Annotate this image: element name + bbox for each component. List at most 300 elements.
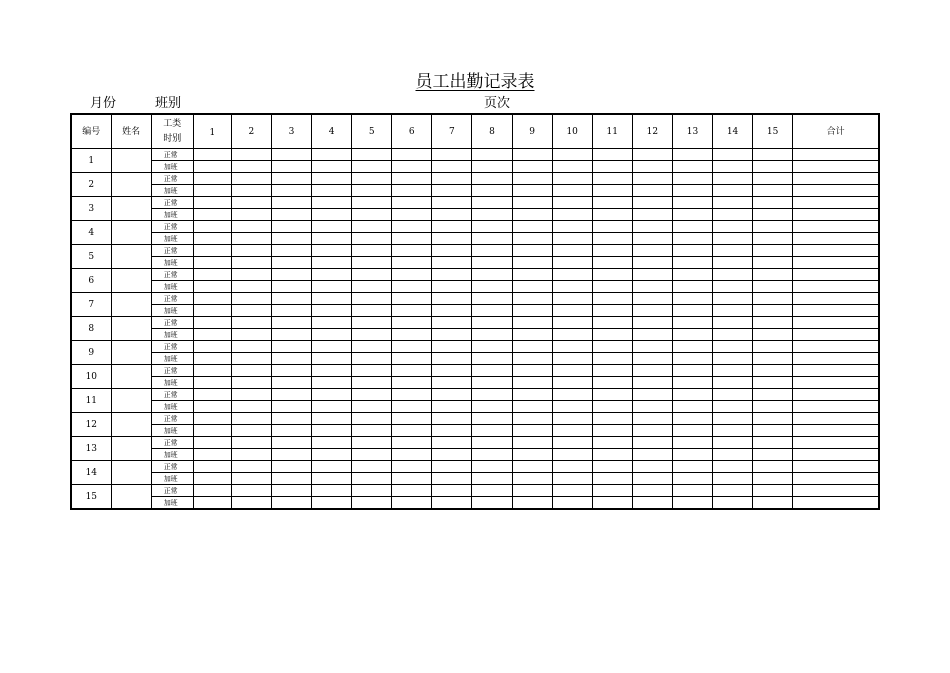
day-hours-cell[interactable]	[592, 209, 632, 221]
day-hours-cell[interactable]	[713, 353, 753, 365]
day-hours-cell[interactable]	[552, 269, 592, 281]
day-hours-cell[interactable]	[512, 473, 552, 485]
day-hours-cell[interactable]	[271, 449, 311, 461]
day-hours-cell[interactable]	[592, 413, 632, 425]
day-hours-cell[interactable]	[392, 437, 432, 449]
day-hours-cell[interactable]	[271, 497, 311, 510]
day-hours-cell[interactable]	[271, 245, 311, 257]
day-hours-cell[interactable]	[632, 317, 672, 329]
day-hours-cell[interactable]	[312, 353, 352, 365]
day-hours-cell[interactable]	[512, 209, 552, 221]
day-hours-cell[interactable]	[672, 173, 712, 185]
day-hours-cell[interactable]	[632, 281, 672, 293]
day-hours-cell[interactable]	[193, 281, 231, 293]
day-hours-cell[interactable]	[271, 281, 311, 293]
day-hours-cell[interactable]	[231, 257, 271, 269]
day-hours-cell[interactable]	[193, 197, 231, 209]
day-hours-cell[interactable]	[472, 221, 512, 233]
day-hours-cell[interactable]	[713, 209, 753, 221]
day-hours-cell[interactable]	[352, 389, 392, 401]
day-hours-cell[interactable]	[352, 365, 392, 377]
day-hours-cell[interactable]	[352, 341, 392, 353]
day-hours-cell[interactable]	[592, 317, 632, 329]
day-hours-cell[interactable]	[713, 233, 753, 245]
day-hours-cell[interactable]	[632, 257, 672, 269]
day-hours-cell[interactable]	[512, 185, 552, 197]
day-hours-cell[interactable]	[352, 401, 392, 413]
day-hours-cell[interactable]	[271, 305, 311, 317]
day-hours-cell[interactable]	[713, 449, 753, 461]
day-hours-cell[interactable]	[231, 209, 271, 221]
day-hours-cell[interactable]	[352, 269, 392, 281]
day-hours-cell[interactable]	[753, 413, 793, 425]
day-hours-cell[interactable]	[713, 461, 753, 473]
employee-name-cell[interactable]	[111, 173, 151, 197]
day-hours-cell[interactable]	[312, 185, 352, 197]
day-hours-cell[interactable]	[352, 353, 392, 365]
day-hours-cell[interactable]	[592, 377, 632, 389]
day-hours-cell[interactable]	[672, 257, 712, 269]
day-hours-cell[interactable]	[432, 197, 472, 209]
day-hours-cell[interactable]	[231, 449, 271, 461]
day-hours-cell[interactable]	[271, 317, 311, 329]
day-hours-cell[interactable]	[432, 353, 472, 365]
day-hours-cell[interactable]	[193, 257, 231, 269]
day-hours-cell[interactable]	[432, 341, 472, 353]
day-hours-cell[interactable]	[552, 461, 592, 473]
day-hours-cell[interactable]	[592, 389, 632, 401]
day-hours-cell[interactable]	[753, 473, 793, 485]
day-hours-cell[interactable]	[552, 485, 592, 497]
day-hours-cell[interactable]	[432, 317, 472, 329]
day-hours-cell[interactable]	[512, 413, 552, 425]
day-hours-cell[interactable]	[713, 341, 753, 353]
day-hours-cell[interactable]	[231, 353, 271, 365]
day-hours-cell[interactable]	[753, 161, 793, 173]
day-hours-cell[interactable]	[392, 413, 432, 425]
day-hours-cell[interactable]	[312, 329, 352, 341]
day-hours-cell[interactable]	[352, 161, 392, 173]
day-hours-cell[interactable]	[753, 449, 793, 461]
day-hours-cell[interactable]	[271, 461, 311, 473]
day-hours-cell[interactable]	[472, 413, 512, 425]
employee-name-cell[interactable]	[111, 485, 151, 510]
day-hours-cell[interactable]	[432, 209, 472, 221]
day-hours-cell[interactable]	[632, 497, 672, 510]
day-hours-cell[interactable]	[672, 149, 712, 161]
day-hours-cell[interactable]	[392, 461, 432, 473]
day-hours-cell[interactable]	[472, 341, 512, 353]
day-hours-cell[interactable]	[193, 377, 231, 389]
total-hours-cell[interactable]	[793, 437, 879, 449]
day-hours-cell[interactable]	[392, 245, 432, 257]
day-hours-cell[interactable]	[432, 461, 472, 473]
employee-name-cell[interactable]	[111, 197, 151, 221]
day-hours-cell[interactable]	[312, 161, 352, 173]
day-hours-cell[interactable]	[472, 197, 512, 209]
day-hours-cell[interactable]	[432, 485, 472, 497]
day-hours-cell[interactable]	[512, 245, 552, 257]
day-hours-cell[interactable]	[271, 221, 311, 233]
day-hours-cell[interactable]	[312, 233, 352, 245]
day-hours-cell[interactable]	[632, 413, 672, 425]
total-hours-cell[interactable]	[793, 221, 879, 233]
day-hours-cell[interactable]	[753, 173, 793, 185]
day-hours-cell[interactable]	[713, 161, 753, 173]
day-hours-cell[interactable]	[271, 353, 311, 365]
day-hours-cell[interactable]	[271, 233, 311, 245]
day-hours-cell[interactable]	[271, 341, 311, 353]
day-hours-cell[interactable]	[392, 401, 432, 413]
day-hours-cell[interactable]	[632, 245, 672, 257]
day-hours-cell[interactable]	[231, 413, 271, 425]
day-hours-cell[interactable]	[472, 209, 512, 221]
day-hours-cell[interactable]	[713, 329, 753, 341]
day-hours-cell[interactable]	[592, 221, 632, 233]
total-hours-cell[interactable]	[793, 473, 879, 485]
day-hours-cell[interactable]	[512, 437, 552, 449]
day-hours-cell[interactable]	[432, 233, 472, 245]
day-hours-cell[interactable]	[432, 185, 472, 197]
day-hours-cell[interactable]	[753, 293, 793, 305]
day-hours-cell[interactable]	[193, 329, 231, 341]
day-hours-cell[interactable]	[312, 473, 352, 485]
day-hours-cell[interactable]	[512, 353, 552, 365]
day-hours-cell[interactable]	[312, 269, 352, 281]
day-hours-cell[interactable]	[193, 173, 231, 185]
day-hours-cell[interactable]	[592, 365, 632, 377]
day-hours-cell[interactable]	[392, 293, 432, 305]
day-hours-cell[interactable]	[432, 245, 472, 257]
day-hours-cell[interactable]	[713, 425, 753, 437]
day-hours-cell[interactable]	[352, 245, 392, 257]
total-hours-cell[interactable]	[793, 413, 879, 425]
day-hours-cell[interactable]	[472, 485, 512, 497]
day-hours-cell[interactable]	[392, 281, 432, 293]
day-hours-cell[interactable]	[753, 149, 793, 161]
day-hours-cell[interactable]	[753, 245, 793, 257]
day-hours-cell[interactable]	[753, 221, 793, 233]
day-hours-cell[interactable]	[672, 305, 712, 317]
employee-name-cell[interactable]	[111, 365, 151, 389]
day-hours-cell[interactable]	[672, 413, 712, 425]
day-hours-cell[interactable]	[592, 473, 632, 485]
day-hours-cell[interactable]	[753, 281, 793, 293]
day-hours-cell[interactable]	[552, 329, 592, 341]
day-hours-cell[interactable]	[753, 269, 793, 281]
day-hours-cell[interactable]	[231, 341, 271, 353]
day-hours-cell[interactable]	[231, 485, 271, 497]
day-hours-cell[interactable]	[312, 281, 352, 293]
day-hours-cell[interactable]	[753, 425, 793, 437]
employee-name-cell[interactable]	[111, 269, 151, 293]
day-hours-cell[interactable]	[312, 437, 352, 449]
day-hours-cell[interactable]	[753, 197, 793, 209]
day-hours-cell[interactable]	[672, 209, 712, 221]
day-hours-cell[interactable]	[592, 341, 632, 353]
day-hours-cell[interactable]	[352, 209, 392, 221]
total-hours-cell[interactable]	[793, 149, 879, 161]
day-hours-cell[interactable]	[312, 173, 352, 185]
day-hours-cell[interactable]	[271, 413, 311, 425]
day-hours-cell[interactable]	[193, 389, 231, 401]
day-hours-cell[interactable]	[193, 209, 231, 221]
day-hours-cell[interactable]	[713, 221, 753, 233]
day-hours-cell[interactable]	[512, 365, 552, 377]
day-hours-cell[interactable]	[231, 185, 271, 197]
day-hours-cell[interactable]	[392, 353, 432, 365]
day-hours-cell[interactable]	[753, 389, 793, 401]
day-hours-cell[interactable]	[552, 497, 592, 510]
day-hours-cell[interactable]	[312, 365, 352, 377]
day-hours-cell[interactable]	[472, 473, 512, 485]
total-hours-cell[interactable]	[793, 461, 879, 473]
day-hours-cell[interactable]	[432, 221, 472, 233]
day-hours-cell[interactable]	[672, 353, 712, 365]
total-hours-cell[interactable]	[793, 377, 879, 389]
day-hours-cell[interactable]	[672, 473, 712, 485]
day-hours-cell[interactable]	[713, 389, 753, 401]
total-hours-cell[interactable]	[793, 245, 879, 257]
day-hours-cell[interactable]	[231, 293, 271, 305]
total-hours-cell[interactable]	[793, 197, 879, 209]
day-hours-cell[interactable]	[632, 437, 672, 449]
day-hours-cell[interactable]	[352, 329, 392, 341]
day-hours-cell[interactable]	[632, 377, 672, 389]
day-hours-cell[interactable]	[352, 437, 392, 449]
day-hours-cell[interactable]	[632, 425, 672, 437]
day-hours-cell[interactable]	[312, 245, 352, 257]
day-hours-cell[interactable]	[672, 401, 712, 413]
day-hours-cell[interactable]	[632, 485, 672, 497]
day-hours-cell[interactable]	[512, 461, 552, 473]
employee-name-cell[interactable]	[111, 221, 151, 245]
day-hours-cell[interactable]	[713, 365, 753, 377]
day-hours-cell[interactable]	[552, 293, 592, 305]
day-hours-cell[interactable]	[432, 449, 472, 461]
day-hours-cell[interactable]	[512, 329, 552, 341]
day-hours-cell[interactable]	[432, 257, 472, 269]
day-hours-cell[interactable]	[552, 377, 592, 389]
day-hours-cell[interactable]	[392, 233, 432, 245]
day-hours-cell[interactable]	[512, 485, 552, 497]
day-hours-cell[interactable]	[312, 341, 352, 353]
employee-name-cell[interactable]	[111, 317, 151, 341]
day-hours-cell[interactable]	[552, 413, 592, 425]
day-hours-cell[interactable]	[271, 365, 311, 377]
day-hours-cell[interactable]	[193, 161, 231, 173]
day-hours-cell[interactable]	[592, 233, 632, 245]
day-hours-cell[interactable]	[432, 473, 472, 485]
day-hours-cell[interactable]	[472, 293, 512, 305]
day-hours-cell[interactable]	[592, 161, 632, 173]
day-hours-cell[interactable]	[552, 473, 592, 485]
day-hours-cell[interactable]	[392, 221, 432, 233]
day-hours-cell[interactable]	[193, 473, 231, 485]
day-hours-cell[interactable]	[552, 245, 592, 257]
day-hours-cell[interactable]	[713, 245, 753, 257]
total-hours-cell[interactable]	[793, 341, 879, 353]
day-hours-cell[interactable]	[472, 269, 512, 281]
day-hours-cell[interactable]	[312, 257, 352, 269]
day-hours-cell[interactable]	[753, 437, 793, 449]
day-hours-cell[interactable]	[392, 341, 432, 353]
day-hours-cell[interactable]	[312, 389, 352, 401]
day-hours-cell[interactable]	[552, 197, 592, 209]
day-hours-cell[interactable]	[672, 233, 712, 245]
day-hours-cell[interactable]	[512, 221, 552, 233]
day-hours-cell[interactable]	[392, 365, 432, 377]
day-hours-cell[interactable]	[512, 497, 552, 510]
day-hours-cell[interactable]	[472, 305, 512, 317]
employee-name-cell[interactable]	[111, 245, 151, 269]
day-hours-cell[interactable]	[271, 401, 311, 413]
day-hours-cell[interactable]	[592, 197, 632, 209]
day-hours-cell[interactable]	[552, 221, 592, 233]
day-hours-cell[interactable]	[193, 149, 231, 161]
day-hours-cell[interactable]	[552, 209, 592, 221]
day-hours-cell[interactable]	[713, 401, 753, 413]
day-hours-cell[interactable]	[231, 377, 271, 389]
day-hours-cell[interactable]	[352, 173, 392, 185]
day-hours-cell[interactable]	[352, 497, 392, 510]
day-hours-cell[interactable]	[352, 317, 392, 329]
day-hours-cell[interactable]	[312, 305, 352, 317]
day-hours-cell[interactable]	[231, 221, 271, 233]
day-hours-cell[interactable]	[432, 281, 472, 293]
day-hours-cell[interactable]	[392, 377, 432, 389]
day-hours-cell[interactable]	[312, 149, 352, 161]
day-hours-cell[interactable]	[271, 161, 311, 173]
day-hours-cell[interactable]	[312, 497, 352, 510]
day-hours-cell[interactable]	[713, 305, 753, 317]
day-hours-cell[interactable]	[552, 305, 592, 317]
day-hours-cell[interactable]	[352, 221, 392, 233]
day-hours-cell[interactable]	[231, 245, 271, 257]
day-hours-cell[interactable]	[472, 401, 512, 413]
day-hours-cell[interactable]	[512, 197, 552, 209]
day-hours-cell[interactable]	[592, 269, 632, 281]
day-hours-cell[interactable]	[592, 401, 632, 413]
day-hours-cell[interactable]	[193, 353, 231, 365]
day-hours-cell[interactable]	[352, 449, 392, 461]
day-hours-cell[interactable]	[432, 161, 472, 173]
day-hours-cell[interactable]	[193, 185, 231, 197]
day-hours-cell[interactable]	[271, 209, 311, 221]
day-hours-cell[interactable]	[672, 197, 712, 209]
day-hours-cell[interactable]	[552, 233, 592, 245]
day-hours-cell[interactable]	[592, 245, 632, 257]
day-hours-cell[interactable]	[632, 389, 672, 401]
day-hours-cell[interactable]	[512, 389, 552, 401]
day-hours-cell[interactable]	[231, 497, 271, 510]
day-hours-cell[interactable]	[713, 317, 753, 329]
total-hours-cell[interactable]	[793, 269, 879, 281]
day-hours-cell[interactable]	[592, 293, 632, 305]
day-hours-cell[interactable]	[632, 329, 672, 341]
day-hours-cell[interactable]	[472, 497, 512, 510]
day-hours-cell[interactable]	[312, 197, 352, 209]
day-hours-cell[interactable]	[432, 149, 472, 161]
day-hours-cell[interactable]	[552, 365, 592, 377]
day-hours-cell[interactable]	[193, 425, 231, 437]
day-hours-cell[interactable]	[432, 293, 472, 305]
day-hours-cell[interactable]	[632, 461, 672, 473]
day-hours-cell[interactable]	[472, 317, 512, 329]
day-hours-cell[interactable]	[271, 269, 311, 281]
day-hours-cell[interactable]	[193, 317, 231, 329]
day-hours-cell[interactable]	[753, 329, 793, 341]
day-hours-cell[interactable]	[672, 461, 712, 473]
day-hours-cell[interactable]	[352, 281, 392, 293]
day-hours-cell[interactable]	[592, 461, 632, 473]
day-hours-cell[interactable]	[392, 149, 432, 161]
day-hours-cell[interactable]	[592, 185, 632, 197]
day-hours-cell[interactable]	[472, 389, 512, 401]
day-hours-cell[interactable]	[672, 245, 712, 257]
day-hours-cell[interactable]	[552, 425, 592, 437]
day-hours-cell[interactable]	[271, 257, 311, 269]
employee-name-cell[interactable]	[111, 437, 151, 461]
day-hours-cell[interactable]	[713, 257, 753, 269]
day-hours-cell[interactable]	[632, 353, 672, 365]
day-hours-cell[interactable]	[392, 485, 432, 497]
day-hours-cell[interactable]	[552, 257, 592, 269]
day-hours-cell[interactable]	[432, 173, 472, 185]
day-hours-cell[interactable]	[231, 425, 271, 437]
day-hours-cell[interactable]	[512, 293, 552, 305]
day-hours-cell[interactable]	[193, 233, 231, 245]
day-hours-cell[interactable]	[193, 221, 231, 233]
day-hours-cell[interactable]	[271, 149, 311, 161]
day-hours-cell[interactable]	[632, 473, 672, 485]
day-hours-cell[interactable]	[632, 305, 672, 317]
day-hours-cell[interactable]	[193, 293, 231, 305]
total-hours-cell[interactable]	[793, 173, 879, 185]
day-hours-cell[interactable]	[231, 329, 271, 341]
day-hours-cell[interactable]	[512, 449, 552, 461]
day-hours-cell[interactable]	[753, 233, 793, 245]
day-hours-cell[interactable]	[312, 209, 352, 221]
day-hours-cell[interactable]	[753, 305, 793, 317]
day-hours-cell[interactable]	[672, 329, 712, 341]
day-hours-cell[interactable]	[472, 365, 512, 377]
day-hours-cell[interactable]	[592, 485, 632, 497]
day-hours-cell[interactable]	[271, 425, 311, 437]
total-hours-cell[interactable]	[793, 497, 879, 510]
total-hours-cell[interactable]	[793, 257, 879, 269]
day-hours-cell[interactable]	[472, 461, 512, 473]
day-hours-cell[interactable]	[512, 281, 552, 293]
day-hours-cell[interactable]	[271, 389, 311, 401]
day-hours-cell[interactable]	[432, 305, 472, 317]
day-hours-cell[interactable]	[472, 161, 512, 173]
day-hours-cell[interactable]	[392, 305, 432, 317]
day-hours-cell[interactable]	[432, 401, 472, 413]
day-hours-cell[interactable]	[193, 305, 231, 317]
day-hours-cell[interactable]	[352, 293, 392, 305]
day-hours-cell[interactable]	[231, 401, 271, 413]
day-hours-cell[interactable]	[312, 449, 352, 461]
day-hours-cell[interactable]	[271, 293, 311, 305]
day-hours-cell[interactable]	[512, 269, 552, 281]
day-hours-cell[interactable]	[632, 173, 672, 185]
day-hours-cell[interactable]	[753, 209, 793, 221]
day-hours-cell[interactable]	[632, 365, 672, 377]
day-hours-cell[interactable]	[312, 317, 352, 329]
total-hours-cell[interactable]	[793, 449, 879, 461]
day-hours-cell[interactable]	[392, 257, 432, 269]
